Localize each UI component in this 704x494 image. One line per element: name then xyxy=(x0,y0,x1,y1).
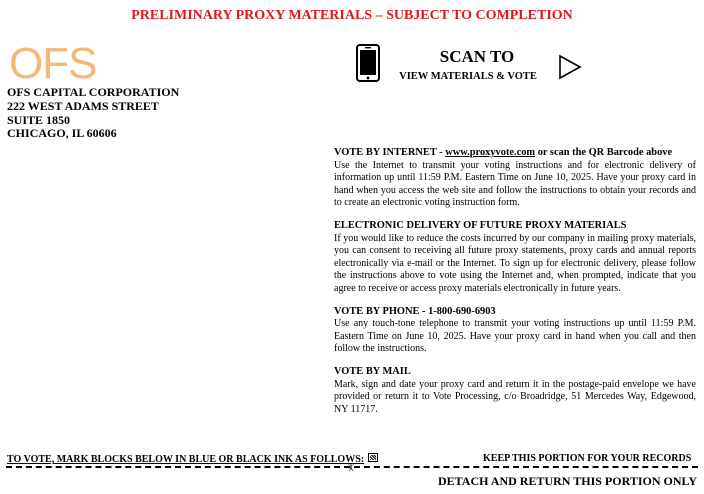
section-heading: VOTE BY MAIL xyxy=(334,365,411,377)
address-line-suite: SUITE 1850 xyxy=(7,112,71,127)
section-heading: ELECTRONIC DELIVERY OF FUTURE PROXY MATERIALS xyxy=(334,219,627,231)
section-body: If you would like to reduce the costs incurred by our company in mailing proxy materials, you can consent to receiving all future proxy statements, proxy cards and annual reports electronically via e-mail or the Internet. To sign up for electronic delivery, please follow the instructions above to vote using the Internet and, when prompted, indicate that you agree to receive or access proxy materials electronically in future years. xyxy=(334,232,696,294)
address-line-city: CHICAGO, IL 60606 xyxy=(7,126,117,141)
section-body: Use the Internet to transmit your voting instructions and for electronic delivery of information up until 11:59 P.M. Eastern Time on June 10, 2025. Have your proxy card in hand when you access the web site and follow the instructions to obtain your records and to create an electronic voting instruction form. xyxy=(334,159,696,209)
section-electronic-delivery xyxy=(334,220,696,296)
mark-instruction-text: TO VOTE, MARK BLOCKS BELOW IN BLUE OR BLACK INK AS FOLLOWS: xyxy=(7,454,365,465)
section-body: Use any touch-tone telephone to transmit your voting instructions up until 11:59 P.M. Eastern Time on June 10, 2025. Have your proxy card in hand when you call and then follow the instructions. xyxy=(334,318,696,355)
section-vote-phone xyxy=(334,306,696,356)
banner-heading: PRELIMINARY PROXY MATERIALS – SUBJECT TO COMPLETION xyxy=(131,8,573,23)
mailing-address xyxy=(7,86,179,141)
voting-instructions xyxy=(334,147,696,426)
scissors-icon: ✂ xyxy=(344,462,358,473)
section-heading xyxy=(334,147,696,160)
scan-subtitle: VIEW MATERIALS & VOTE xyxy=(399,71,537,82)
play-arrow-icon xyxy=(558,54,582,80)
section-heading: VOTE BY PHONE - 1-800-690-6903 xyxy=(334,305,496,317)
heading-prefix: VOTE BY INTERNET - xyxy=(334,147,446,158)
company-logo: OFS xyxy=(9,39,97,88)
scan-title: SCAN TO xyxy=(439,47,515,66)
keep-portion-label: KEEP THIS PORTION FOR YOUR RECORDS xyxy=(483,453,692,464)
proxyvote-link[interactable]: www.proxyvote.com xyxy=(445,147,536,158)
section-body: Mark, sign and date your proxy card and return it in the postage-paid envelope we have provided or return it to Vote Processing, c/o Broadridge, 51 Mercedes Way, Edgewood, NY 11717. xyxy=(334,378,696,415)
address-line-street: 222 WEST ADAMS STREET xyxy=(7,98,159,113)
section-vote-internet xyxy=(334,147,696,210)
address-line-company: OFS CAPITAL CORPORATION xyxy=(7,85,180,99)
phone-icon xyxy=(356,44,380,82)
heading-suffix: or scan the QR Barcode above xyxy=(535,147,673,158)
ballot-box-icon xyxy=(368,453,378,462)
section-vote-mail xyxy=(334,366,696,416)
mark-instruction xyxy=(7,453,378,465)
detach-portion-label: DETACH AND RETURN THIS PORTION ONLY xyxy=(438,474,698,488)
